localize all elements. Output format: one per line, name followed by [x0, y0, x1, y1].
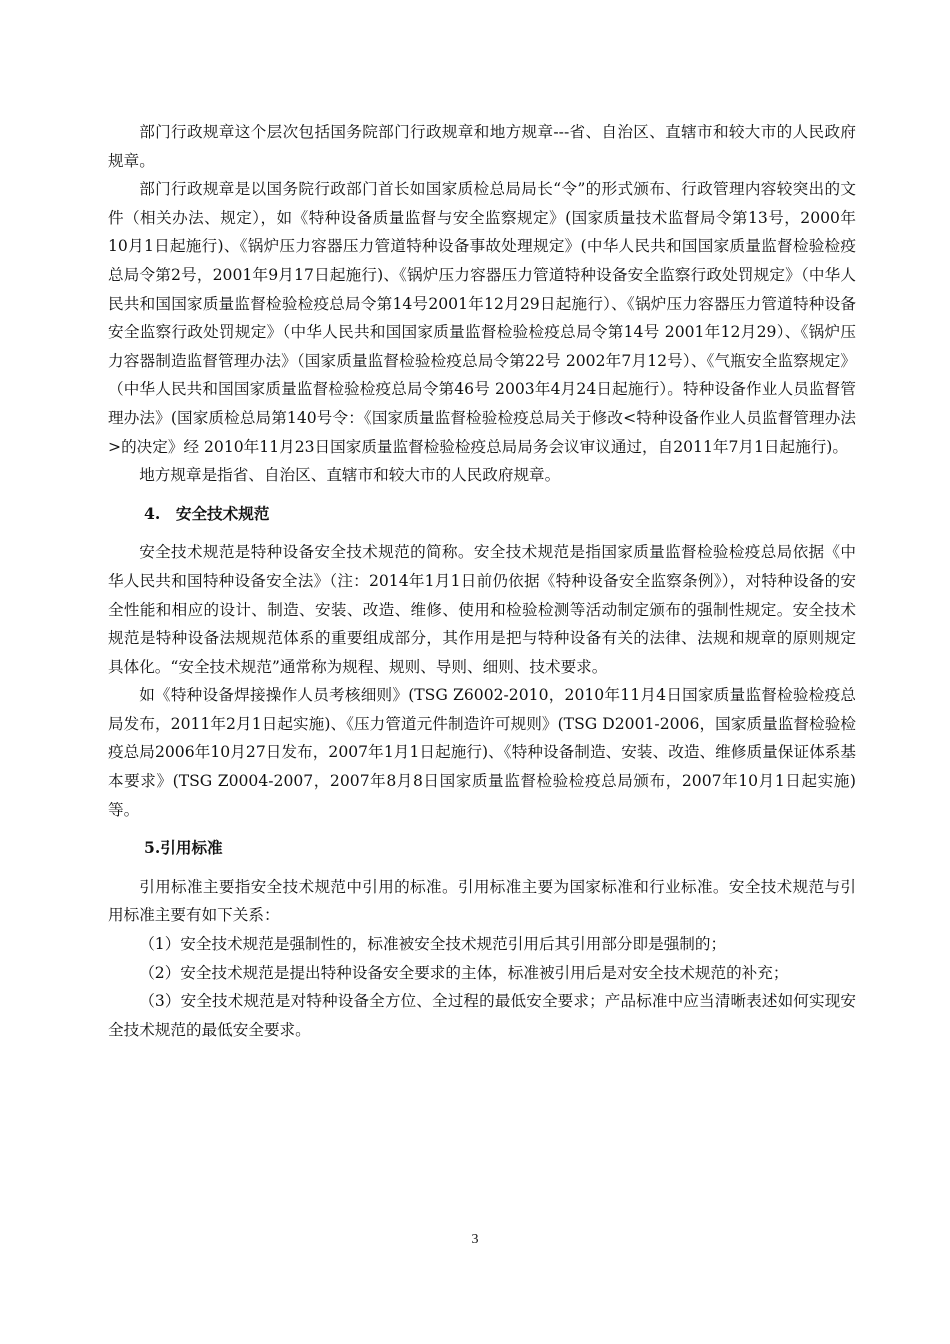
page-number: 3 — [471, 1232, 479, 1247]
document-body — [108, 118, 856, 1044]
paragraph: 如《特种设备焊接操作人员考核细则》(TSG Z6002-2010，2010年11月4日国家质量监督检验检疫总局发布，2011年2月1日起实施)、《压力管道元件制造许可规则》(TSG D2001-2006，国家质量监督检验检疫总局2006年10月27日发布，2007年1月1日起施行)、《特种设备制造、安装、改造、维修质量保证体系基本要求》(TSG Z0004-2007，2007年8月8日国家质量监督检验检疫总局颁布，2007年10月1日起实施)等。 — [108, 686, 856, 819]
list-item: （2）安全技术规范是提出特种设备安全要求的主体，标准被引用后是对安全技术规范的补充； — [139, 963, 789, 982]
paragraph: 部门行政规章是以国务院行政部门首长如国家质检总局局长“令”的形式颁布、行政管理内容较突出的文件（相关办法、规定），如《特种设备质量监督与安全监察规定》(国家质量技术监督局令第13号，2000年10月1日起施行)、《锅炉压力容器压力管道特种设备事故处理规定》(中华人民共和国国家质量监督检验检疫总局令第2号，2001年9月17日起施行)、《锅炉压力容器压力管道特种设备安全监察行政处罚规定》（中华人民共和国国家质量监督检验检疫总局令第14号2001年12月29日起施行）、《锅炉压力容器压力管道特种设备安全监察行政处罚规定》（中华人民共和国国家质量监督检验检疫总局令第14号 2001年12月29）、《锅炉压力容器制造监督管理办法》（国家质量监督检验检疫总局令第22号 2002年7月12号）、《气瓶安全监察规定》（中华人民共和国国家质量监督检验检疫总局令第46号 2003年4月24日起施行）。特种设备作业人员监督管理办法》(国家质检总局第140号令：《国家质量监督检验检疫总局关于修改<特种设备作业人员监督管理办法>的决定》经 2010年11月23日国家质量监督检验检疫总局局务会议审议通过，自2011年7月1日起施行)。 — [108, 180, 856, 456]
paragraph: 部门行政规章这个层次包括国务院部门行政规章和地方规章---省、自治区、直辖市和较大市的人民政府规章。 — [108, 123, 856, 170]
paragraph: 地方规章是指省、自治区、直辖市和较大市的人民政府规章。 — [139, 466, 561, 485]
paragraph: 引用标准主要指安全技术规范中引用的标准。引用标准主要为国家标准和行业标准。安全技术规范与引用标准主要有如下关系： — [108, 877, 856, 925]
section-heading-4: 4. 安全技术规范 — [144, 503, 270, 523]
section-heading-5: 5.引用标准 — [144, 838, 223, 858]
list-item: （1）安全技术规范是强制性的，标准被安全技术规范引用后其引用部分即是强制的； — [139, 935, 727, 954]
list-item: （3）安全技术规范是对特种设备全方位、全过程的最低安全要求；产品标准中应当清晰表述如何实现安全技术规范的最低安全要求。 — [108, 992, 856, 1039]
paragraph: 安全技术规范是特种设备安全技术规范的简称。安全技术规范是指国家质量监督检验检疫总局依据《中华人民共和国特种设备安全法》（注：2014年1月1日前仍依据《特种设备安全监察条例》），对特种设备的安全性能和相应的设计、制造、安装、改造、维修、使用和检验检测等活动制定颁布的强制性规定。安全技术规范是特种设备法规规范体系的重要组成部分，其作用是把与特种设备有关的法律、法规和规章的原则规定具体化。“安全技术规范”通常称为规程、规则、导则、细则、技术要求。 — [108, 543, 856, 676]
